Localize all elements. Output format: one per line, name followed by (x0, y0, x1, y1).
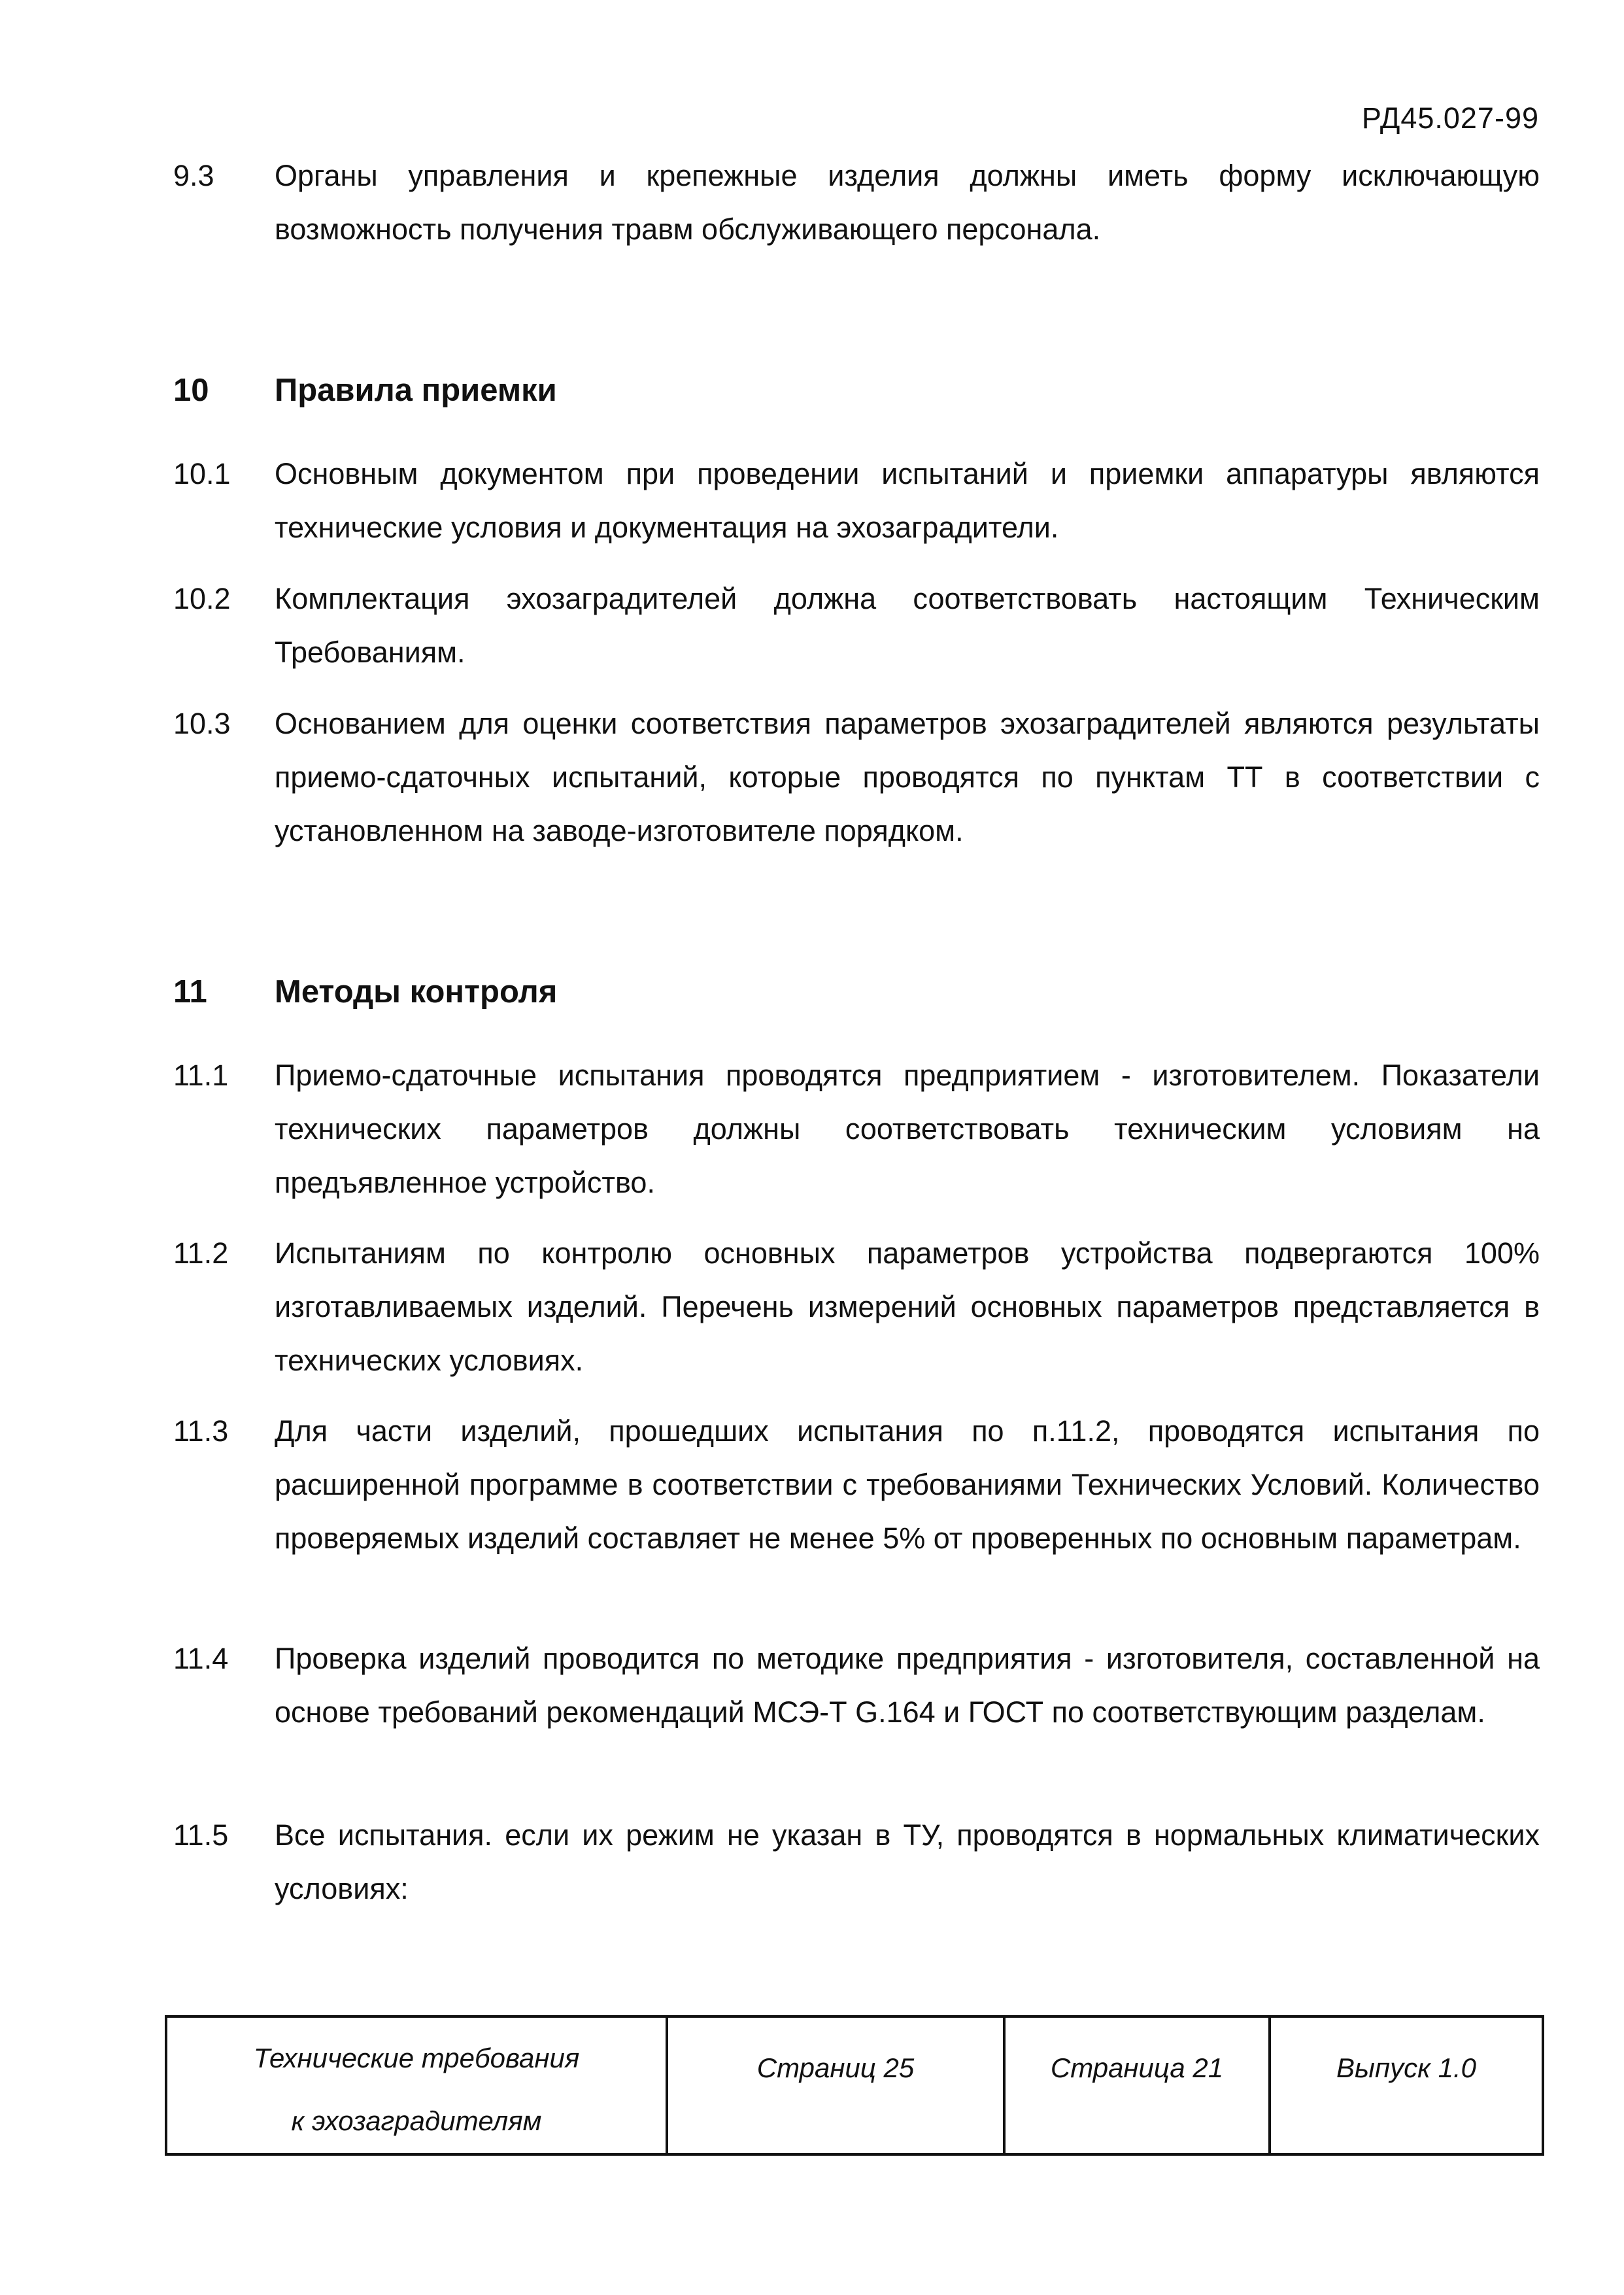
clause-11-2 (173, 1227, 1540, 1387)
section-title: Правила приемки (275, 373, 557, 408)
clause-number: 11.5 (173, 1818, 229, 1852)
clause-number: 10.3 (173, 707, 231, 740)
clause-11-5 (173, 1809, 1540, 1916)
clause-11-3 (173, 1404, 1540, 1565)
section-10-heading (173, 364, 1540, 417)
clause-10-2 (173, 572, 1540, 679)
clause-11-1 (173, 1049, 1540, 1210)
footer-document-title (166, 2016, 667, 2154)
clause-text: Органы управления и крепежные изделия должны иметь форму исключающую возможность получения травм обслуживающего персонала. (275, 159, 1540, 246)
footer-title-line-1: Технические требования (253, 2043, 580, 2073)
clause-10-3 (173, 697, 1540, 858)
clause-number: 11.3 (173, 1414, 229, 1448)
clause-number: 11.4 (173, 1642, 229, 1675)
clause-text: Комплектация эхозаградителей должна соответствовать настоящим Техническим Требованиям. (275, 582, 1540, 669)
clause-10-1 (173, 447, 1540, 554)
clause-text: Испытаниям по контролю основных параметров устройства подвергаются 100% изготавливаемых изделий. Перечень измерений основных параметров представляется в технических условиях. (275, 1236, 1540, 1377)
clause-number: 11.2 (173, 1236, 229, 1270)
clause-text: Основанием для оценки соответствия параметров эхозаградителей являются результаты приемо-сдаточных испытаний, которые проводятся по пунктам ТТ в соответствии с установленном на заводе-изготовителе порядком. (275, 707, 1540, 847)
section-number: 11 (173, 974, 207, 1010)
footer-page-current: Страница 21 (1004, 2016, 1270, 2154)
clause-number: 9.3 (173, 159, 214, 192)
footer-pages-total: Страниц 25 (667, 2016, 1004, 2154)
clause-number: 11.1 (173, 1059, 229, 1092)
clause-text: Проверка изделий проводится по методике предприятия - изготовителя, составленной на основе требований рекомендаций МСЭ-Т G.164 и ГОСТ по соответствующим разделам. (275, 1642, 1540, 1729)
section-title: Методы контроля (275, 974, 558, 1010)
clause-text: Для части изделий, прошедших испытания по п.11.2, проводятся испытания по расширенной программе в соответствии с требованиями Технических Условий. Количество проверяемых изделий составляет не менее 5% от проверенных по основным параметрам. (275, 1414, 1540, 1555)
clause-11-4 (173, 1632, 1540, 1739)
footer-stamp-table (165, 2015, 1544, 2156)
footer-title-line-2: к эхозаградителям (291, 2105, 542, 2136)
footer-issue: Выпуск 1.0 (1270, 2016, 1543, 2154)
clause-text: Все испытания. если их режим не указан в ТУ, проводятся в нормальных климатических условиях: (275, 1818, 1540, 1905)
clause-text: Основным документом при проведении испытаний и приемки аппаратуры являются технические условия и документация на эхозаградители. (275, 457, 1540, 544)
section-number: 10 (173, 373, 209, 408)
section-11-heading (173, 965, 1540, 1019)
clause-number: 10.1 (173, 457, 231, 490)
clause-9-3 (173, 149, 1540, 256)
clause-text: Приемо-сдаточные испытания проводятся предприятием - изготовителем. Показатели технических параметров должны соответствовать техническим условиям на предъявленное устройство. (275, 1059, 1540, 1199)
document-code: РД45.027-99 (1361, 101, 1539, 135)
clause-number: 10.2 (173, 582, 231, 615)
